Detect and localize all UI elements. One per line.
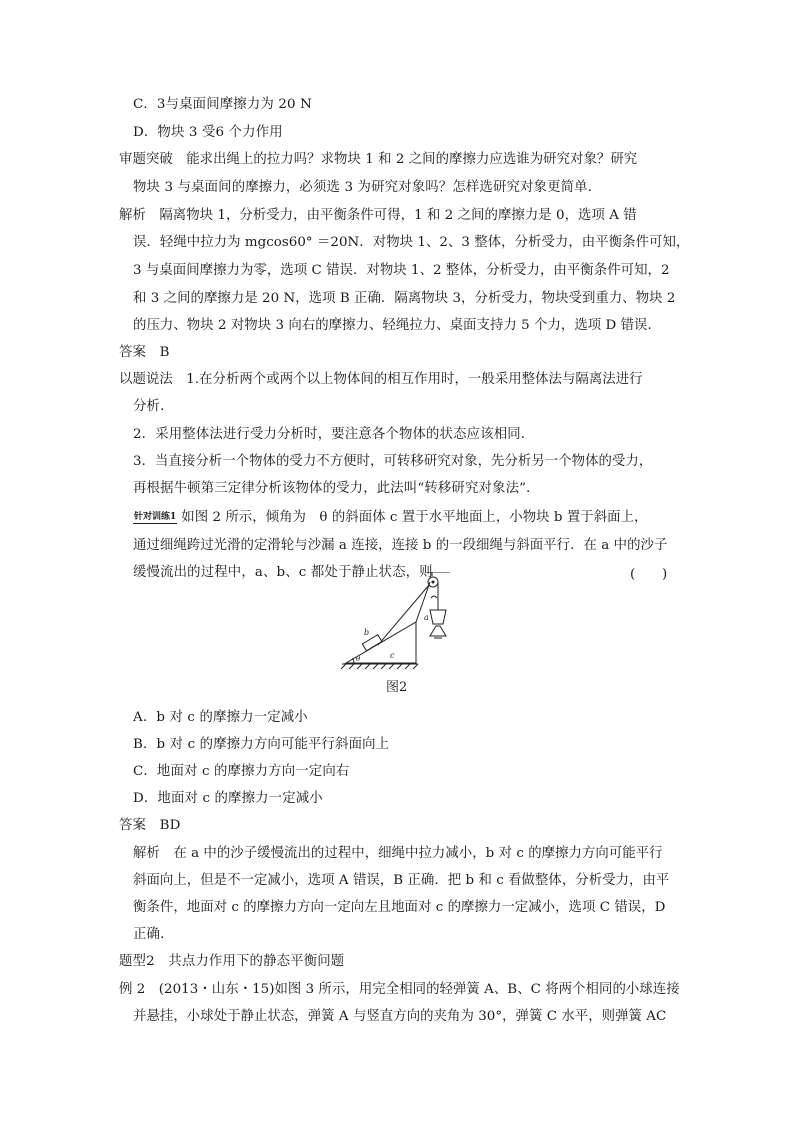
solution-line-1: 解析 隔离物块 1，分析受力，由平衡条件可得，1 和 2 之间的摩擦力是 0，选项 A 错 — [119, 208, 637, 223]
rope-incline — [378, 585, 429, 645]
analysis-hint-line-2: 物块 3 与桌面间的摩擦力，必须选 3 为研究对象吗？怎样选研究对象更简单． — [133, 180, 602, 195]
method-line-2: 分析． — [133, 399, 174, 414]
solution2-line-4: 正确． — [133, 927, 174, 942]
block-b — [362, 635, 382, 651]
choice-c: C．地面对 c 的摩擦力方向一定向右 — [133, 764, 350, 779]
figure-2-diagram — [340, 572, 465, 670]
exercise-line-1 — [133, 508, 678, 528]
exercise-line-2: 通过细绳跨过光滑的定滑轮与沙漏 a 连接，连接 b 的一段细绳与斜面平行．在 a 中的沙子 — [133, 538, 668, 553]
method-line-5: 再根据牛顿第三定律分析该物体的受力，此法叫“转移研究对象法”． — [133, 481, 540, 496]
option-c-line: C．3与桌面间摩擦力为 20 N — [133, 97, 312, 112]
hourglass-top — [430, 610, 446, 624]
option-d-line: D．物块 3 受6 个力作用 — [133, 125, 283, 140]
answer-line: 答案 B — [119, 345, 170, 360]
label-b: b — [364, 628, 370, 637]
example2-line-1: 例 2 (2013・山东・15)如图 3 所示，用完全相同的轻弹簧 A、B、C 将两个相同的小球连接 — [119, 982, 680, 997]
exercise-line-3: 缓慢流出的过程中，a、b、c 都处于静止状态，则 — [133, 565, 433, 580]
label-a: a — [424, 613, 429, 622]
method-line-4: 3．当直接分析一个物体的受力不方便时，可转移研究对象，先分析另一个物体的受力， — [133, 454, 653, 469]
figure-2-caption: 图2 — [386, 680, 408, 695]
method-line-3: 2．采用整体法进行受力分析时，要注意各个物体的状态应该相同． — [133, 427, 535, 442]
exercise-text-1: 如图 2 所示，倾角为 θ 的斜面体 c 置于水平地面上，小物块 b 置于斜面上， — [181, 510, 648, 525]
choice-a: A．b 对 c 的摩擦力一定减小 — [133, 710, 308, 725]
example2-line-2: 并悬挂，小球处于静止状态，弹簧 A 与竖直方向的夹角为 30°，弹簧 C 水平，则弹簧 AC — [133, 1009, 667, 1024]
answer-line-2: 答案 BD — [119, 818, 181, 833]
exercise-badge: 针对训练1 — [134, 512, 177, 522]
solution2-line-3: 衡条件，地面对 c 的摩擦力方向一定向左且地面对 c 的摩擦力一定减小，选项 C 错误，D — [133, 900, 666, 915]
analysis-hint-line-1: 审题突破 能求出绳上的拉力吗？求物块 1 和 2 之间的摩擦力应选谁为研究对象？研究 — [119, 152, 638, 167]
solution-line-2: 误．轻绳中拉力为 mgcos60° ＝20N．对物块 1、2、3 整体，分析受力，由平衡条件可知， — [133, 235, 690, 250]
label-theta: θ — [356, 655, 361, 663]
choice-b: B．b 对 c 的摩擦力方向可能平行斜面向上 — [133, 737, 390, 752]
solution2-line-2: 斜面向上，但是不一定减小，选项 A 错误，B 正确．把 b 和 c 看做整体，分析受力，由平 — [133, 873, 670, 888]
answer-parenthesis: ( ) — [630, 567, 668, 582]
choice-d: D．地面对 c 的摩擦力一定减小 — [133, 791, 323, 806]
ground-hatch — [341, 664, 418, 669]
method-line-1: 以题说法 1.在分析两个或两个以上物体间的相互作用时，一般采用整体法与隔离法进行 — [119, 372, 643, 387]
solution-line-5: 的压力、物块 2 对物块 3 向右的摩擦力、轻绳拉力、桌面支持力 5 个力，选项 D 错误． — [133, 318, 661, 333]
solution-line-4: 和 3 之间的摩擦力是 20 N，选项 B 正确．隔离物块 3，分析受力，物块受到重力、物块 2 — [133, 291, 676, 306]
label-c: c — [390, 651, 395, 660]
solution2-line-1: 解析 在 a 中的沙子缓慢流出的过程中，细绳中拉力减小，b 对 c 的摩擦力方向可能平行 — [133, 846, 663, 861]
hourglass-bottom — [430, 626, 446, 636]
solution-line-3: 3 与桌面间摩擦力为零，选项 C 错误．对物块 1、2 整体，分析受力，由平衡条件可知，2 — [133, 263, 670, 278]
section-heading: 题型2 共点力作用下的静态平衡问题 — [119, 954, 345, 969]
